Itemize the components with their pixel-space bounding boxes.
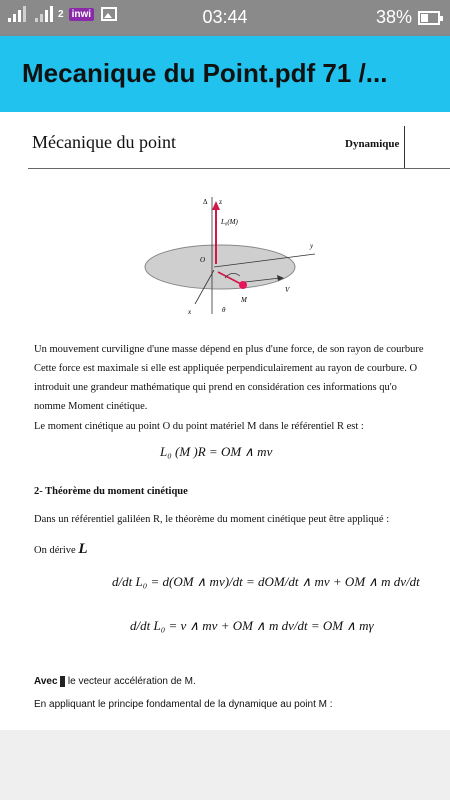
label-y: y (310, 242, 314, 250)
status-bar (0, 0, 450, 36)
label-delta: Δ (203, 198, 208, 206)
label-lo: L₀(M) (221, 218, 238, 226)
label-v: V (285, 286, 290, 294)
formula-derivative: d/dt L₀ = d(OM ∧ mv)/dt = dOM/dt ∧ mv + OM ∧ m dv/dt (112, 574, 420, 589)
l-symbol: L (78, 541, 88, 557)
bottom-area (0, 730, 450, 800)
header-divider (404, 126, 405, 168)
paragraph-line: introduit une grandeur mathématique qui prend en considération ces informations qu'o (34, 382, 397, 393)
label-theta: θ (222, 306, 226, 314)
paragraph-line: En appliquant le principe fondamental de la dynamique au point M : (34, 699, 333, 710)
avec-line (34, 672, 196, 691)
app-bar (0, 36, 450, 112)
sim-number: 2 (58, 8, 64, 20)
label-m: M (241, 296, 247, 304)
rotation-figure (140, 192, 330, 332)
on-derive-line (34, 540, 88, 560)
battery-percent: 38% (375, 7, 412, 27)
carrier-badge: inwi (69, 8, 94, 21)
avec-rest: le vecteur accélération de M. (67, 676, 196, 687)
paragraph-line: Le moment cinétique au point O du point matériel M dans le référentiel R est : (34, 421, 364, 432)
on-derive-text: On dérive (34, 545, 76, 556)
selection-cursor (60, 676, 65, 687)
paragraph-line: nomme Moment cinétique. (34, 401, 148, 412)
document-title: Mecanique du Point.pdf 71 /... (22, 58, 388, 88)
label-z: z (219, 198, 223, 206)
battery-status (376, 7, 440, 28)
page-header-title: Mécanique du point (32, 132, 176, 152)
status-time: 03:44 (202, 7, 248, 27)
paragraph-line: Dans un référentiel galiléen R, le théorème du moment cinétique peut être appliqué : (34, 514, 390, 525)
formula-momentum: L₀ (M )R = OM ∧ mv (160, 444, 273, 459)
paragraph-line: Cette force est maximale si elle est appliquée perpendiculairement au rayon de courbure. O (34, 363, 418, 374)
header-rule (28, 168, 450, 169)
formula-theorem: d/dt L₀ = v ∧ mv + OM ∧ m dv/dt = OM ∧ mγ (130, 618, 374, 633)
paragraph-line: Un mouvement curviligne d'une masse dépend en plus d'une force, de son rayon de courbure (34, 344, 424, 355)
label-o: O (200, 256, 206, 264)
battery-icon (418, 11, 440, 25)
label-x: x (188, 308, 192, 316)
pdf-page[interactable] (0, 112, 450, 730)
rotation-disc (145, 245, 295, 289)
page-header-tag: Dynamique (345, 138, 400, 150)
avec-text: Avec (34, 676, 58, 687)
section-title: 2- Théorème du moment cinétique (34, 486, 188, 497)
